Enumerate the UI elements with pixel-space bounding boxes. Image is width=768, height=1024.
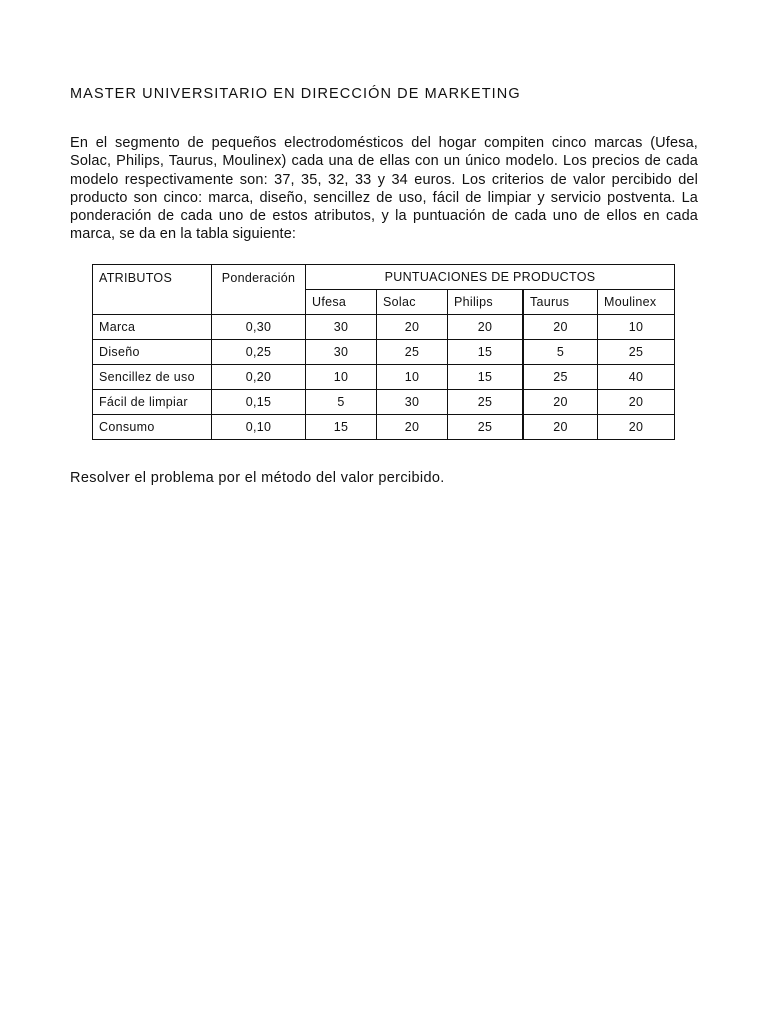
brand-header: Moulinex [598,290,675,315]
score-cell: 25 [448,415,524,440]
attribute-cell: Consumo [93,415,212,440]
table-row [93,390,675,415]
attributes-table [92,264,675,440]
document-title: MASTER UNIVERSITARIO EN DIRECCIÓN DE MARKETING [70,86,521,102]
weight-cell: 0,30 [212,315,306,340]
table-row [93,340,675,365]
score-cell: 15 [448,365,524,390]
score-cell: 30 [306,315,377,340]
table-row [93,415,675,440]
score-cell: 20 [448,315,524,340]
attribute-cell: Marca [93,315,212,340]
score-cell: 20 [523,415,598,440]
brand-header: Philips [448,290,524,315]
score-cell: 25 [598,340,675,365]
weight-cell: 0,15 [212,390,306,415]
score-cell: 10 [598,315,675,340]
brand-header: Taurus [523,290,598,315]
header-product-scores: PUNTUACIONES DE PRODUCTOS [306,265,675,290]
score-cell: 15 [448,340,524,365]
weight-cell: 0,10 [212,415,306,440]
score-cell: 20 [598,390,675,415]
score-cell: 15 [306,415,377,440]
score-cell: 20 [523,390,598,415]
score-cell: 20 [523,315,598,340]
score-cell: 25 [448,390,524,415]
brand-header: Solac [377,290,448,315]
attribute-cell: Diseño [93,340,212,365]
table-row [93,315,675,340]
score-cell: 5 [523,340,598,365]
score-cell: 5 [306,390,377,415]
intro-paragraph: En el segmento de pequeños electrodomésticos del hogar compiten cinco marcas (Ufesa, Solac, Philips, Taurus, Moulinex) cada una de ellas con un único modelo. Los precios de cada modelo respectivamente son: 37, 35, 32, 33 y 34 euros. Los criterios de valor percibido del producto son cinco: marca, diseño, sencillez de uso, fácil de limpiar y servicio postventa. La ponderación de cada uno de estos atributos, y la puntuación de cada uno de ellos en cada marca, se da en la tabla siguiente: [70,135,698,243]
score-cell: 30 [306,340,377,365]
score-cell: 20 [377,315,448,340]
weight-cell: 0,20 [212,365,306,390]
score-cell: 20 [377,415,448,440]
score-cell: 40 [598,365,675,390]
score-cell: 25 [377,340,448,365]
score-cell: 30 [377,390,448,415]
instruction-text: Resolver el problema por el método del valor percibido. [70,470,445,486]
brand-header: Ufesa [306,290,377,315]
score-cell: 10 [377,365,448,390]
attribute-cell: Sencillez de uso [93,365,212,390]
table-header-row [93,265,675,290]
score-cell: 20 [598,415,675,440]
weight-cell: 0,25 [212,340,306,365]
score-cell: 25 [523,365,598,390]
score-cell: 10 [306,365,377,390]
attribute-cell: Fácil de limpiar [93,390,212,415]
table-row [93,365,675,390]
header-weight: Ponderación [212,265,306,315]
header-attributes: ATRIBUTOS [93,265,212,315]
